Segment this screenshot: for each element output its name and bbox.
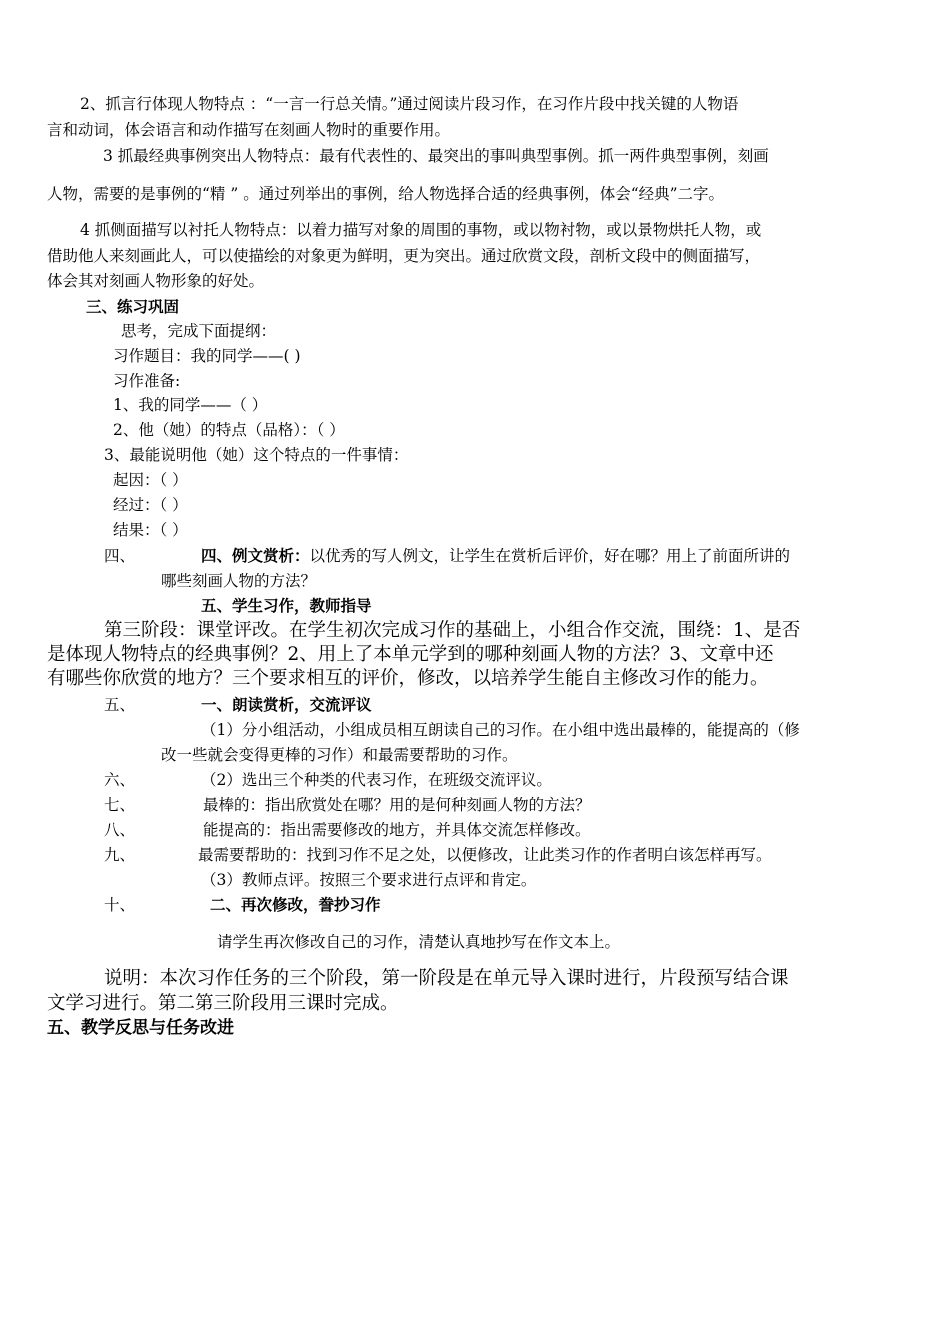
note-line1: 说明：本次习作任务的三个阶段，第一阶段是在单元导入课时进行，片段预写结合课 (104, 968, 789, 989)
practice-process: 经过：（ ） (113, 496, 188, 514)
review-number-9: 九、 (104, 846, 136, 864)
practice-think: 思考，完成下面提纲： (121, 322, 277, 340)
item4-line1: 4 抓侧面描写以衬托人物特点：以着力描写对象的周围的事物，或以物衬物，或以景物烘托人物，或 (80, 221, 762, 239)
practice-q3: 3、最能说明他（她）这个特点的一件事情： (104, 446, 409, 464)
review-heading: 一、朗读赏析，交流评议 (201, 696, 372, 714)
practice-q1: 1、我的同学——（ ） (113, 396, 268, 414)
item3-line2: 人物，需要的是事例的“精 ” 。通过列举出的事例，给人物选择合适的经典事例，体会“经典”二字。 (47, 185, 725, 203)
stage3-line3: 有哪些你欣赏的地方？三个要求相互的评价，修改，以培养学生能自主修改习作的能力。 (47, 668, 769, 689)
practice-prep: 习作准备: (113, 372, 181, 390)
example-heading: 四、例文赏析： (201, 547, 310, 565)
review-number-10: 十、 (104, 896, 136, 914)
item2-line1: 2、抓言行体现人物特点 ：“一言一行总关情。”通过阅读片段习作，在习作片段中找关键的人物语 (80, 95, 739, 113)
item2-line2: 言和动词，体会语言和动作描写在刻画人物时的重要作用。 (47, 121, 451, 139)
review-number-5: 五、 (104, 696, 136, 714)
example-line2: 哪些刻画人物的方法？ (161, 572, 317, 590)
review-best: 最棒的：指出欣赏处在哪？用的是何种刻画人物的方法？ (203, 796, 591, 814)
example-line1 (201, 545, 790, 567)
practice-heading: 三、练习巩固 (86, 298, 180, 316)
review-number-7: 七、 (104, 796, 136, 814)
review-improve: 能提高的：指出需要修改的地方，并具体交流怎样修改。 (203, 821, 591, 839)
item4-line2: 借助他人来刻画此人，可以使描绘的对象更为鲜明，更为突出。通过欣赏文段，剖析文段中的侧面描写， (47, 247, 761, 265)
review-number-6: 六、 (104, 771, 136, 789)
review-number-8: 八、 (104, 821, 136, 839)
review-step1-line1: （1）分小组活动，小组成员相互朗读自己的习作。在小组中选出最棒的，能提高的（修 (201, 721, 800, 739)
revise-heading: 二、再次修改，誊抄习作 (210, 896, 381, 914)
revise-text: 请学生再次修改自己的习作，清楚认真地抄写在作文本上。 (217, 933, 621, 951)
stage3-line2: 是体现人物特点的经典事例？2、用上了本单元学到的哪种刻画人物的方法？3、文章中还 (47, 644, 774, 665)
note-line2: 文学习进行。第二第三阶段用三课时完成。 (47, 993, 399, 1014)
practice-result: 结果：（ ） (113, 521, 188, 539)
review-step1-line2: 改一些就会变得更棒的习作）和最需要帮助的习作。 (161, 746, 518, 764)
review-step2: （2）选出三个种类的代表习作，在班级交流评议。 (201, 771, 552, 789)
reflection-heading: 五、教学反思与任务改进 (47, 1018, 234, 1038)
writing-heading: 五、学生习作，教师指导 (201, 597, 372, 615)
practice-cause: 起因：（ ） (113, 471, 188, 489)
item3-line1: 3 抓最经典事例突出人物特点：最有代表性的、最突出的事叫典型事例。抓一两件典型事例，刻画 (103, 147, 769, 165)
practice-q2: 2、他（她）的特点（品格）：（ ） (113, 421, 345, 439)
item4-line3: 体会其对刻画人物形象的好处。 (47, 272, 265, 290)
review-help: 最需要帮助的：找到习作不足之处，以便修改，让此类习作的作者明白该怎样再写。 (198, 846, 772, 864)
stage3-line1: 第三阶段：课堂评改。在学生初次完成习作的基础上，小组合作交流，围绕：1、是否 (104, 620, 801, 641)
example-number: 四、 (104, 547, 136, 565)
practice-topic: 习作题目：我的同学——( ) (113, 347, 301, 365)
review-step3: （3）教师点评。按照三个要求进行点评和肯定。 (201, 871, 537, 889)
example-text: 以优秀的写人例文，让学生在赏析后评价，好在哪？用上了前面所讲的 (309, 547, 791, 565)
